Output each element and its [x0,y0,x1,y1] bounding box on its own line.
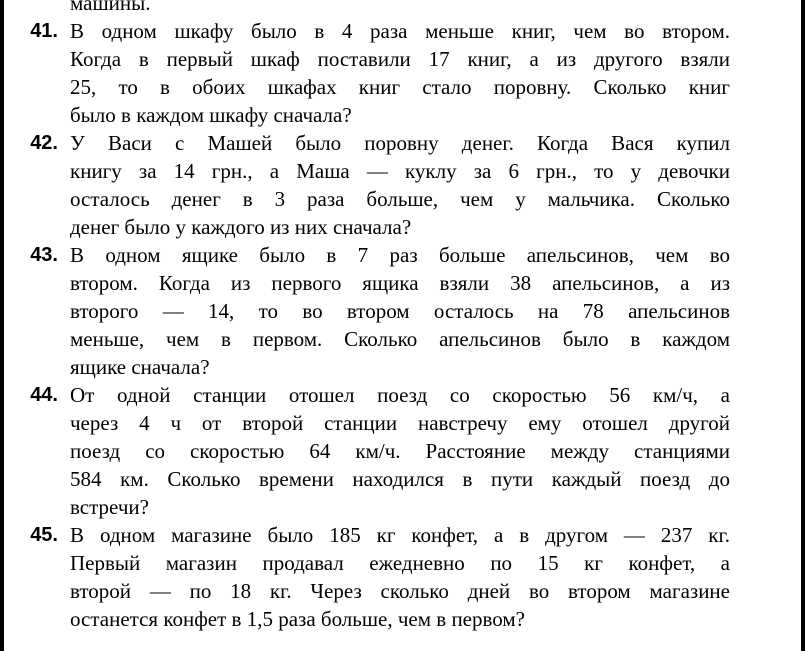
problem-number: 42. [30,132,58,154]
problem-line: От одной станции отошел поезд со скоростью 56 км/ч, а [70,383,730,407]
problem-45 [30,521,730,633]
problem-line: поезд со скоростью 64 км/ч. Расстояние между станциями [70,439,730,463]
problem-line: Когда в первый шкаф поставили 17 книг, а из другого взяли [70,47,730,71]
problem-line: книгу за 14 грн., а Маша — куклу за 6 грн., то у девочки [70,159,730,183]
problem-line: втором. Когда из первого ящика взяли 38 апельсинов, а из [70,271,730,295]
problem-line: В одном шкафу было в 4 раза меньше книг, чем во втором. [70,19,730,43]
problem-44 [30,381,730,521]
problem-line: В одном ящике было в 7 раз больше апельсинов, чем во [70,243,730,267]
problem-line: останется конфет в 1,5 раза больше, чем в первом? [70,607,525,631]
text-body [30,0,730,633]
problem-43 [30,241,730,381]
problem-line: ящике сначала? [70,355,210,379]
problem-line: 25, то в обоих шкафах книг стало поровну. Сколько книг [70,75,730,99]
problem-number: 44. [30,384,58,406]
problem-line: меньше, чем в первом. Сколько апельсинов было в каждом [70,327,730,351]
problem-line: В одном магазине было 185 кг конфет, а в другом — 237 кг. [70,523,730,547]
problem-line: денег было у каждого из них сначала? [70,215,412,239]
problem-line: осталось денег в 3 раза больше, чем у мальчика. Сколько [70,187,730,211]
problem-line: 584 км. Сколько времени находился в пути каждый поезд до [70,467,730,491]
problem-number: 45. [30,524,58,546]
problem-line: встречи? [70,495,149,519]
problem-42 [30,129,730,241]
problem-number: 41. [30,20,58,42]
book-page [4,0,801,651]
problem-line: второй — по 18 кг. Через сколько дней во втором магазине [70,579,730,603]
problem-line: через 4 ч от второй станции навстречу ему отошел другой [70,411,730,435]
problem-41 [30,17,730,129]
top-fragment: машины. [70,0,151,15]
problem-line: было в каждом шкафу сначала? [70,103,352,127]
problem-line: второго — 14, то во втором осталось на 78 апельсинов [70,299,730,323]
problem-number: 43. [30,244,58,266]
problem-line: У Васи с Машей было поровну денег. Когда Вася купил [70,131,730,155]
problem-line: Первый магазин продавал ежедневно по 15 кг конфет, а [70,551,730,575]
